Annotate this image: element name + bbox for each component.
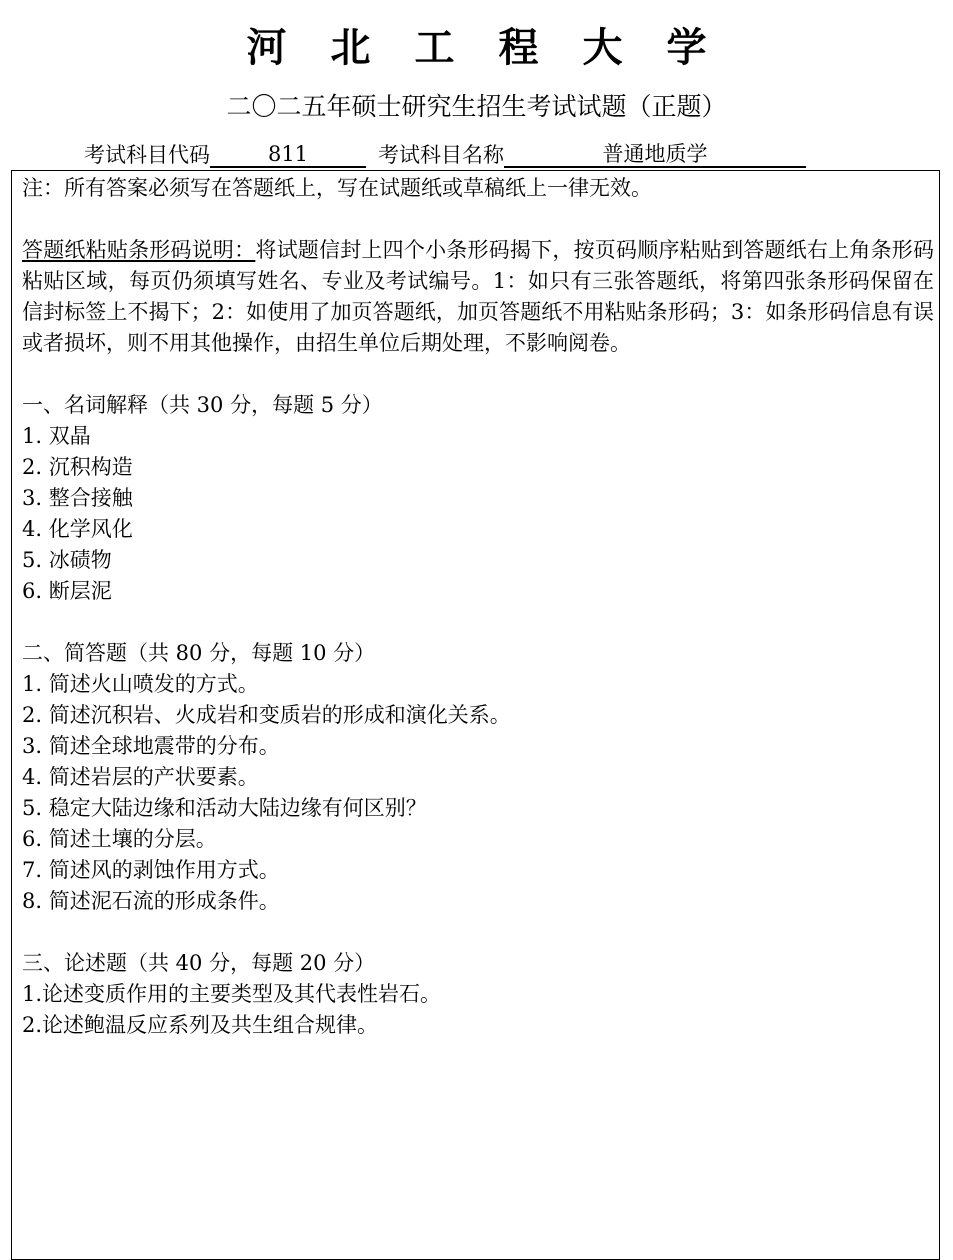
exam-title: 二〇二五年硕士研究生招生考试试题（正题） xyxy=(226,92,727,121)
question-item: 2. 沉积构造 xyxy=(22,455,133,479)
question-item: 2.论述鲍温反应系列及共生组合规律。 xyxy=(22,1013,379,1037)
question-item: 1. 双晶 xyxy=(22,424,91,448)
section-heading: 二、简答题（共 80 分，每题 10 分） xyxy=(22,641,376,665)
barcode-text: 将试题信封上四个小条形码揭下，按页码顺序粘贴到答题纸右上角条形码粘贴区域，每页仍须填写姓名、专业及考试编号。1：如只有三张答题纸，将第四张条形码保留在信封标签上不揭下；2：如使用了加页答题纸，加页答题纸不用粘贴条形码；3：如条形码信息有误或者损坏，则不用其他操作，由招生单位后期处理，不影响阅卷。 xyxy=(22,238,934,355)
question-item: 4. 化学风化 xyxy=(22,517,133,541)
subject-name-label: 考试科目名称 xyxy=(378,143,504,167)
question-item: 3. 整合接触 xyxy=(22,486,133,510)
question-item: 7. 简述风的剥蚀作用方式。 xyxy=(22,858,280,882)
question-item: 6. 简述土壤的分层。 xyxy=(22,827,217,851)
question-item: 3. 简述全球地震带的分布。 xyxy=(22,734,280,758)
section-heading: 三、论述题（共 40 分，每题 20 分） xyxy=(22,951,376,975)
subject-code-value: 811 xyxy=(210,140,366,168)
subject-info-row xyxy=(84,140,806,170)
subject-name-value: 普通地质学 xyxy=(504,140,806,168)
question-item: 1. 简述火山喷发的方式。 xyxy=(22,672,259,696)
answer-note: 注：所有答案必须写在答题纸上，写在试题纸或草稿纸上一律无效。 xyxy=(22,176,652,200)
barcode-heading: 答题纸粘贴条形码说明： xyxy=(22,238,256,262)
section-heading: 一、名词解释（共 30 分，每题 5 分） xyxy=(22,393,383,417)
question-item: 2. 简述沉积岩、火成岩和变质岩的形成和演化关系。 xyxy=(22,703,511,727)
subject-code-label: 考试科目代码 xyxy=(84,143,210,167)
question-item: 5. 稳定大陆边缘和活动大陆边缘有何区别？ xyxy=(22,796,427,820)
question-item: 6. 断层泥 xyxy=(22,579,112,603)
question-item: 5. 冰碛物 xyxy=(22,548,112,572)
exam-content xyxy=(22,173,934,1041)
barcode-instructions xyxy=(22,235,934,359)
university-title: 河北工程大学 xyxy=(246,24,751,71)
question-item: 8. 简述泥石流的形成条件。 xyxy=(22,889,280,913)
question-item: 4. 简述岩层的产状要素。 xyxy=(22,765,259,789)
question-item: 1.论述变质作用的主要类型及其代表性岩石。 xyxy=(22,982,442,1006)
